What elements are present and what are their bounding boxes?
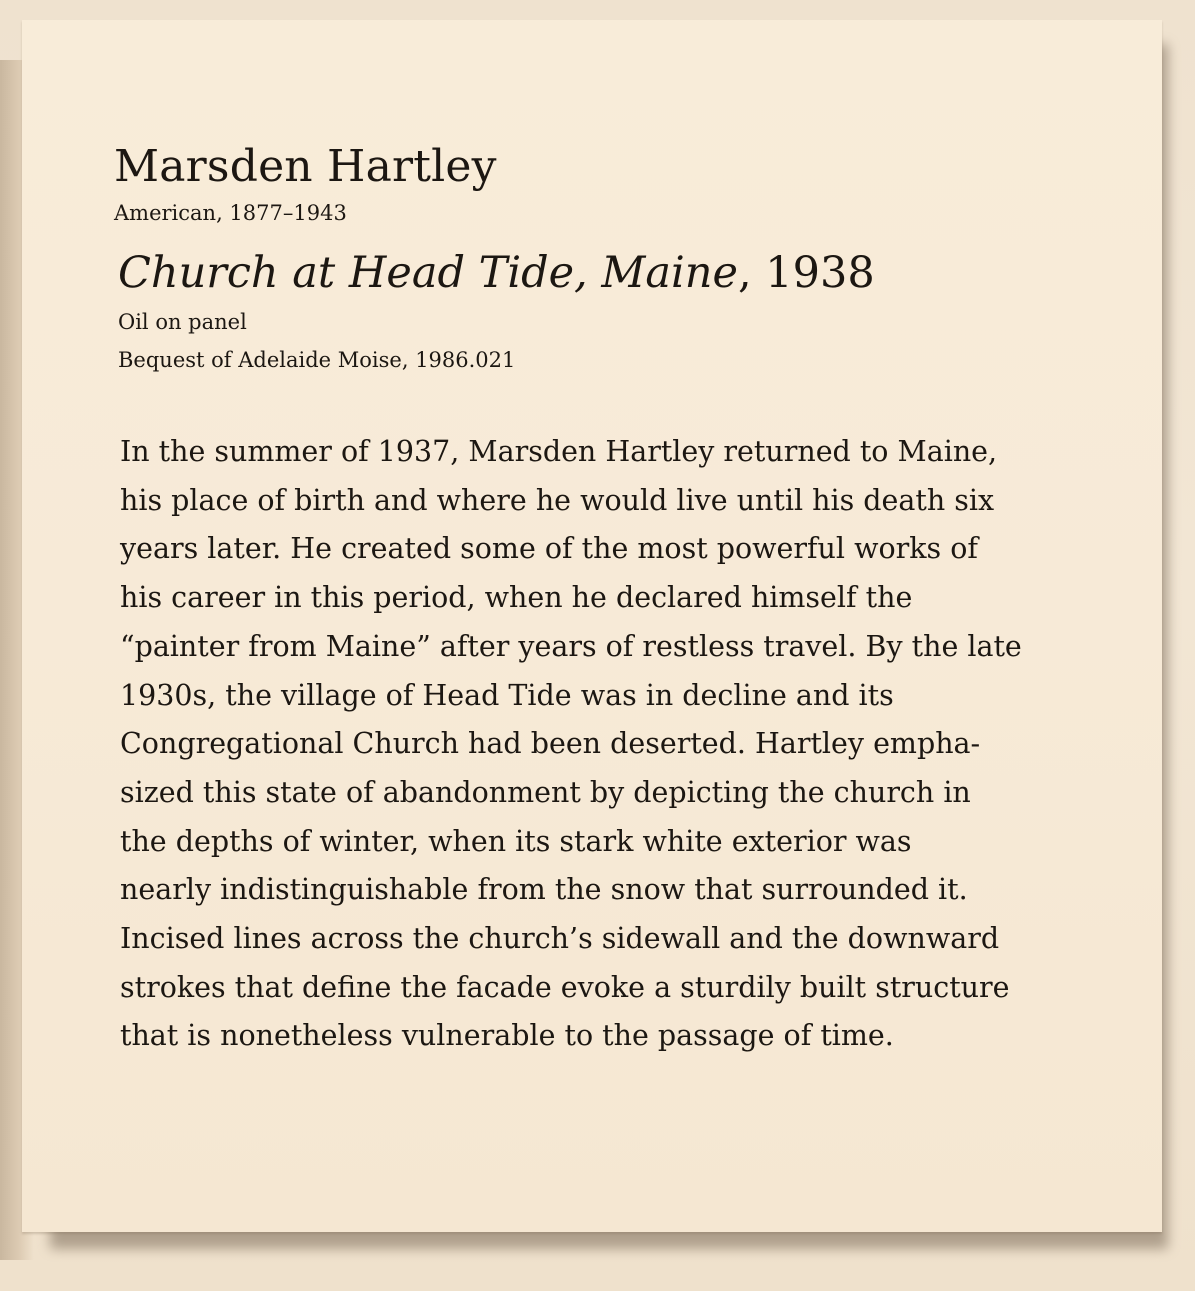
description-line: his career in this period, when he declared himself the [120,581,913,615]
artwork-year: 1938 [751,248,875,298]
description-line: nearly indistinguishable from the snow that surrounded it. [120,873,968,907]
credit-line: Bequest of Adelaide Moise, 1986.021 [118,348,516,372]
artwork-title-line [118,248,875,298]
description-line: the depths of winter, when its stark white exterior was [120,824,912,858]
artist-nationality-dates: American, 1877–1943 [114,201,347,225]
description-line: strokes that define the facade evoke a sturdily built structure [120,970,1010,1004]
artist-name: Marsden Hartley [114,141,497,192]
description-line: In the summer of 1937, Marsden Hartley returned to Maine, [120,435,998,468]
description-line: “painter from Maine” after years of restless travel. By the late [120,629,1022,663]
description-paragraph [120,428,1080,1061]
description-line: Incised lines across the church’s sidewall and the downward [120,922,1000,956]
description-line: Congregational Church had been deserted. Hartley empha- [120,727,981,761]
description-line: sized this state of abandonment by depicting the church in [120,775,971,809]
description-line: that is nonetheless vulnerable to the passage of time. [120,1019,894,1053]
description-line: 1930s, the village of Head Tide was in decline and its [120,678,894,712]
museum-label-card [22,20,1162,1232]
artwork-title: Church at Head Tide, Maine [118,248,738,298]
title-separator: , [737,248,752,298]
artwork-medium: Oil on panel [118,310,247,334]
description-line: years later. He created some of the most powerful works of [120,532,978,566]
description-line: his place of birth and where he would live until his death six [120,483,995,517]
